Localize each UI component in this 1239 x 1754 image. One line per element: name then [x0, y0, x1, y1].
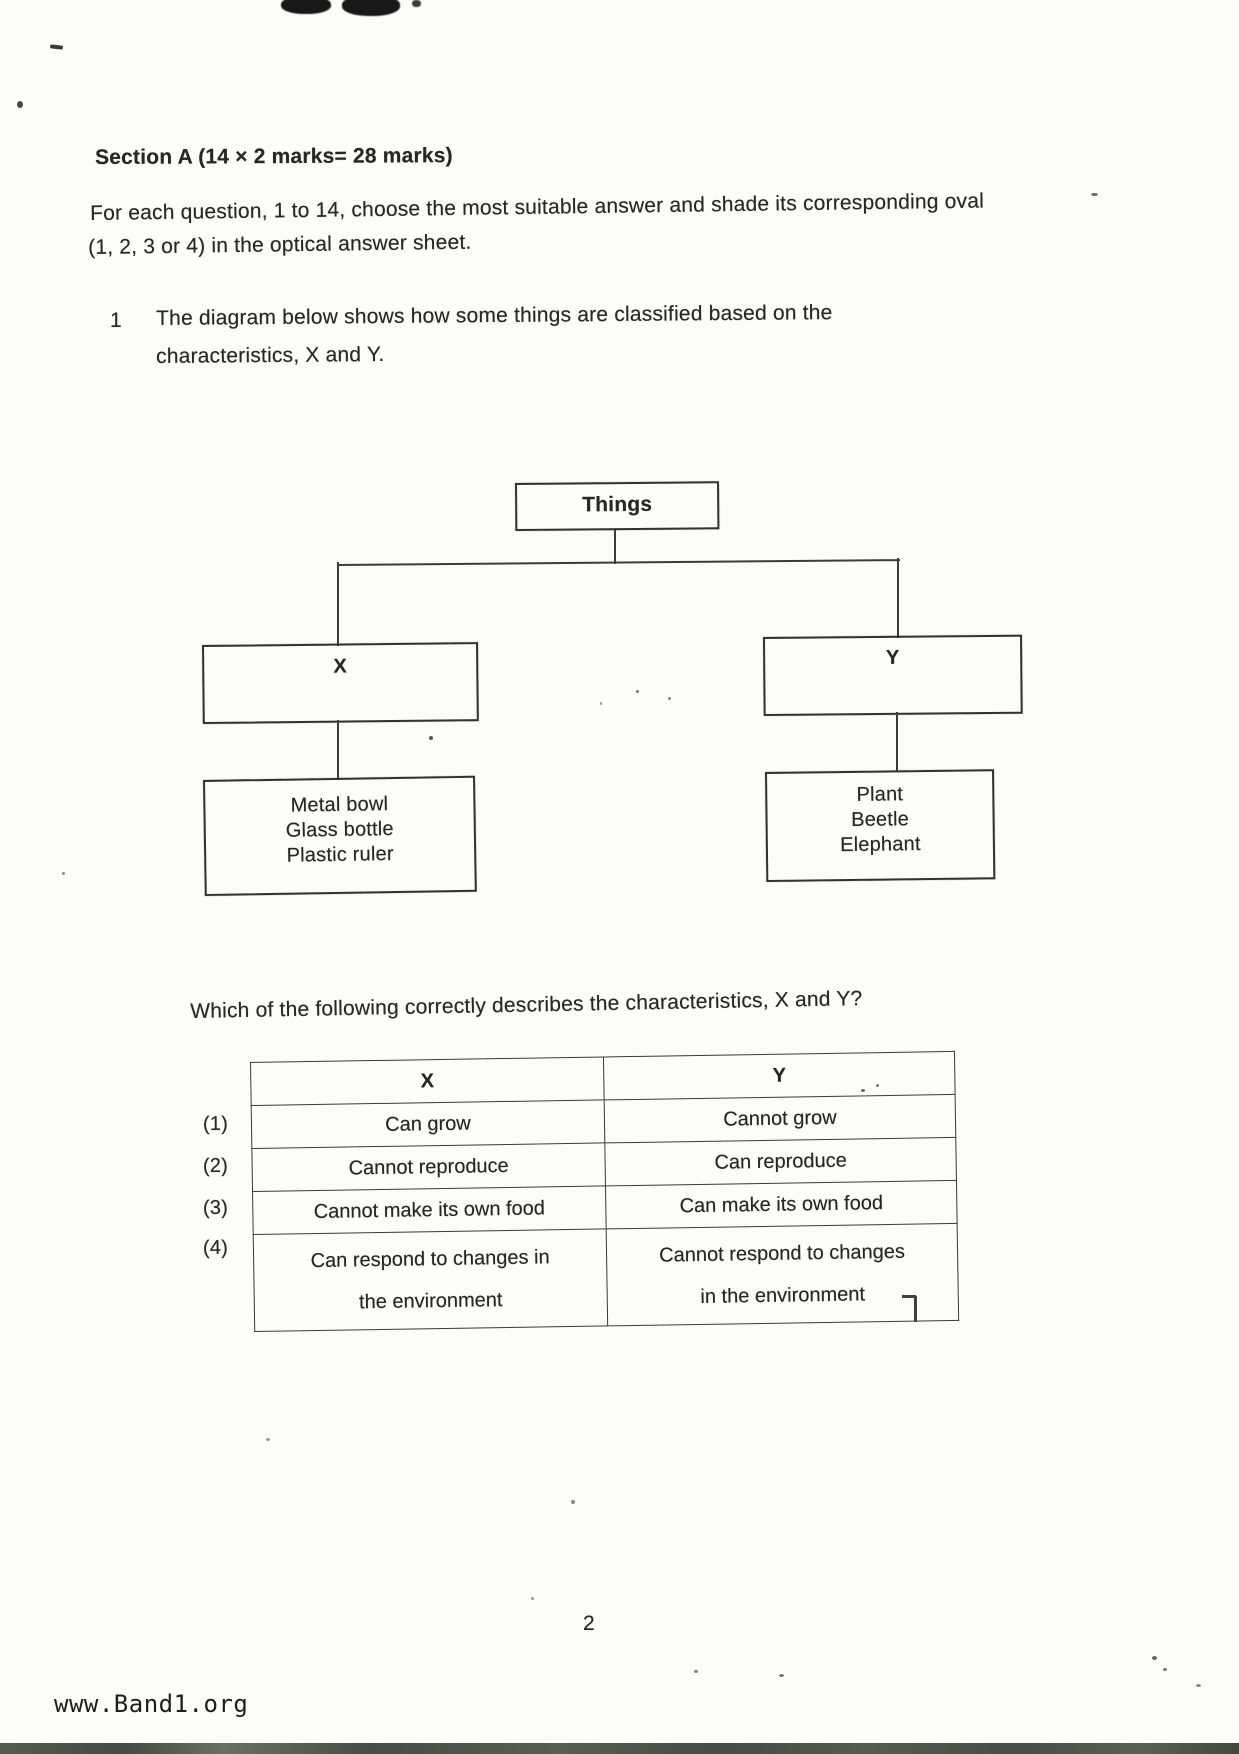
x-item-2: Glass bottle: [285, 818, 394, 842]
scan-artifact: [429, 736, 433, 740]
question-text-line-1: The diagram below shows how some things are classified based on the: [156, 301, 833, 330]
scan-artifact: [1196, 1684, 1201, 1687]
question-text-line-2: characteristics, X and Y.: [156, 343, 385, 368]
option-3-y: Can make its own food: [605, 1180, 957, 1229]
scan-artifact: [668, 697, 671, 700]
scan-artifact: [281, 0, 331, 14]
things-box-label: Things: [582, 492, 653, 517]
option-label-4: (4): [202, 1236, 229, 1260]
scan-artifact: [876, 1084, 879, 1087]
connector-left-drop: [337, 562, 339, 646]
option-3-x: Cannot make its own food: [253, 1186, 607, 1235]
scan-artifact: [62, 872, 65, 875]
scan-artifact: [861, 1089, 865, 1092]
connector-right-drop: [897, 558, 899, 638]
option-1-y: Cannot grow: [604, 1094, 956, 1143]
scan-artifact: [342, 0, 400, 16]
connector-horizontal: [338, 559, 900, 566]
options-table-row-4: [253, 1223, 958, 1331]
options-table-header-x: X: [251, 1057, 605, 1106]
x-box-label: X: [333, 655, 348, 678]
page-number: 2: [583, 1612, 595, 1635]
option-2-y: Can reproduce: [605, 1137, 957, 1186]
y-item-2: Beetle: [850, 808, 910, 831]
connector-x-items: [337, 720, 339, 780]
scan-artifact: [694, 1670, 698, 1673]
scan-artifact: [1152, 1656, 1157, 1660]
option-4-x: Can respond to changes in the environment: [253, 1229, 607, 1332]
options-table: [250, 1051, 959, 1332]
scan-artifact: [571, 1500, 575, 1504]
option-label-2: (2): [202, 1154, 229, 1178]
option-label-1: (1): [202, 1112, 229, 1136]
question-prompt: Which of the following correctly describes the characteristics, X and Y?: [190, 987, 863, 1023]
footer-url: www.Band1.org: [54, 1690, 249, 1718]
options-table-header-y: Y: [603, 1051, 955, 1100]
things-box: [515, 481, 719, 531]
scan-artifact: [1163, 1668, 1167, 1671]
scan-artifact: [902, 1295, 916, 1298]
question-number: 1: [110, 309, 122, 332]
option-2-x: Cannot reproduce: [252, 1143, 606, 1192]
connector-root-drop: [614, 530, 616, 564]
scan-artifact: [531, 1597, 534, 1600]
option-label-3: (3): [202, 1196, 229, 1220]
scan-artifact: [266, 1438, 270, 1441]
scan-artifact: [1091, 193, 1098, 196]
option-1-x: Can grow: [251, 1100, 605, 1149]
y-items-box: [765, 769, 995, 882]
scan-artifact: [600, 702, 602, 705]
x-item-1: Metal bowl: [290, 793, 389, 817]
scan-artifact: [914, 1296, 917, 1322]
y-box: [763, 635, 1023, 716]
y-item-3: Elephant: [839, 833, 921, 857]
option-4-y: Cannot respond to changes in the environment: [606, 1223, 958, 1326]
y-item-1: Plant: [856, 783, 904, 806]
scan-artifact: [779, 1674, 784, 1677]
scan-edge-bar: [0, 1743, 1239, 1754]
x-items-box: [203, 776, 477, 896]
instructions-line-1: For each question, 1 to 14, choose the most suitable answer and shade its corresponding oval: [90, 189, 985, 225]
scan-artifact: [636, 690, 639, 693]
scan-artifact: [17, 101, 23, 108]
scan-artifact: [50, 44, 63, 49]
scan-artifact: [412, 0, 421, 7]
x-item-3: Plastic ruler: [286, 843, 394, 867]
section-header: Section A (14 × 2 marks= 28 marks): [95, 144, 453, 169]
x-box: [202, 642, 479, 724]
connector-y-items: [896, 712, 898, 772]
instructions-line-2: (1, 2, 3 or 4) in the optical answer sheet.: [88, 230, 472, 259]
y-box-label: Y: [885, 646, 900, 669]
